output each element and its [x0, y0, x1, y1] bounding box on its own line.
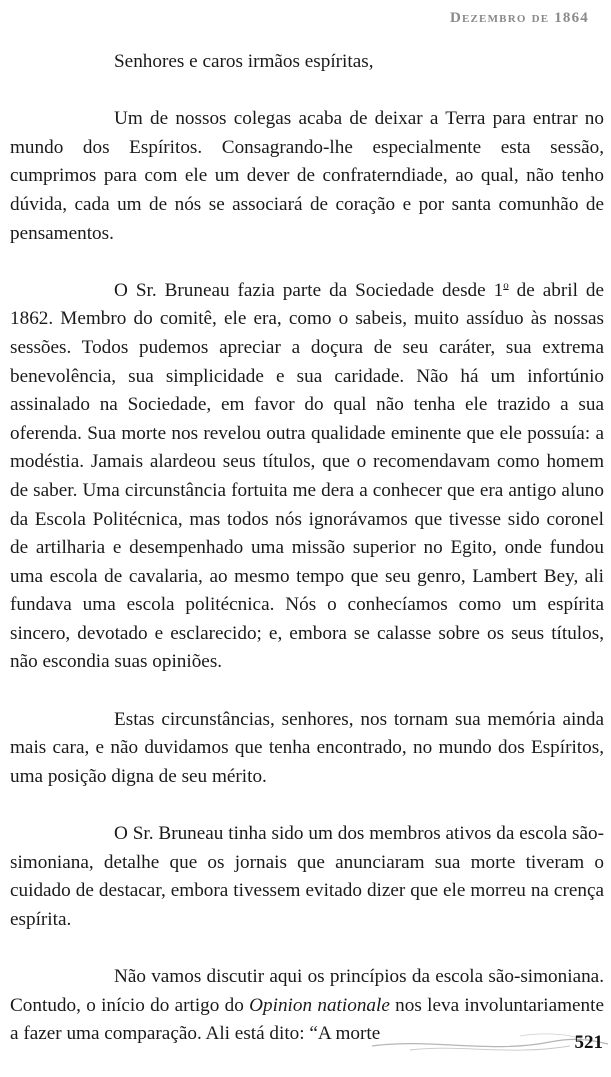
running-header: Dezembro de 1864	[449, 10, 589, 26]
page-text	[10, 48, 604, 1077]
page-number: 521	[574, 1032, 603, 1053]
paragraph-2-start: O Sr. Bruneau fazia parte da Sociedade desde 1	[114, 279, 504, 301]
ordinal-marker: o	[503, 279, 509, 292]
newspaper-title: Opinion nationale	[249, 994, 390, 1016]
paragraph-3: Estas circunstâncias, senhores, nos tornam sua memória ainda mais cara, e não duvidamos que tenha encontrado, no mundo dos Espíritos, uma posição digna de seu mérito.	[10, 708, 604, 787]
paragraph-4: O Sr. Bruneau tinha sido um dos membros ativos da escola são-simoniana, detalhe que os jornais que anunciaram sua morte tiveram o cuidado de destacar, embora tivessem evitado dizer que ele morreu na crença espírita.	[10, 823, 604, 930]
paragraph-5-start: Não vamos discutir aqui os princípios da escola são-simoniana. Contudo, o início do artigo do	[10, 966, 604, 1016]
salutation-paragraph: Senhores e caros irmãos espíritas,	[114, 51, 374, 72]
paragraph-1: Um de nossos colegas acaba de deixar a Terra para entrar no mundo dos Espíritos. Consagrando-lhe especialmente esta sessão, cumprimos para com ele um dever de confraterndiade, ao qual, não tenho dúvida, cada um de nós se associará de coração e por santa comunhão de pensamentos.	[10, 108, 604, 244]
paragraph-2-rest: de abril de 1862. Membro do comitê, ele era, como o sabeis, muito assíduo às nossas sessões. Todos pudemos apreciar a doçura de seu caráter, sua extrema benevolência, sua simplicidade e sua caridade. Não há um infortúnio assinalado na Sociedade, em favor do qual não tenha ele trazido a sua oferenda. Sua morte nos revelou outra qualidade eminente que ele possuía: a modéstia. Jamais alardeou seus títulos, que o recomendavam como homem de saber. Uma circunstância fortuita me dera a conhecer que era antigo aluno da Escola Politécnica, mas todos nós ignorávamos que tivesse sido coronel de artilharia e desempenhado uma missão superior no Egito, onde fundou uma escola de cavalaria, ao mesmo tempo que seu genro, Lambert Bey, ali fundava uma escola politécnica. Nós o conhecíamos como um espírita sincero, devotado e esclarecido; e, embora se calasse sobre os seus títulos, não escondia suas opiniões.	[10, 279, 604, 673]
paragraph-2	[10, 277, 604, 677]
paragraph-5-rest: nos leva involuntariamente a fazer uma comparação. Ali está dito: “A morte	[10, 994, 604, 1045]
